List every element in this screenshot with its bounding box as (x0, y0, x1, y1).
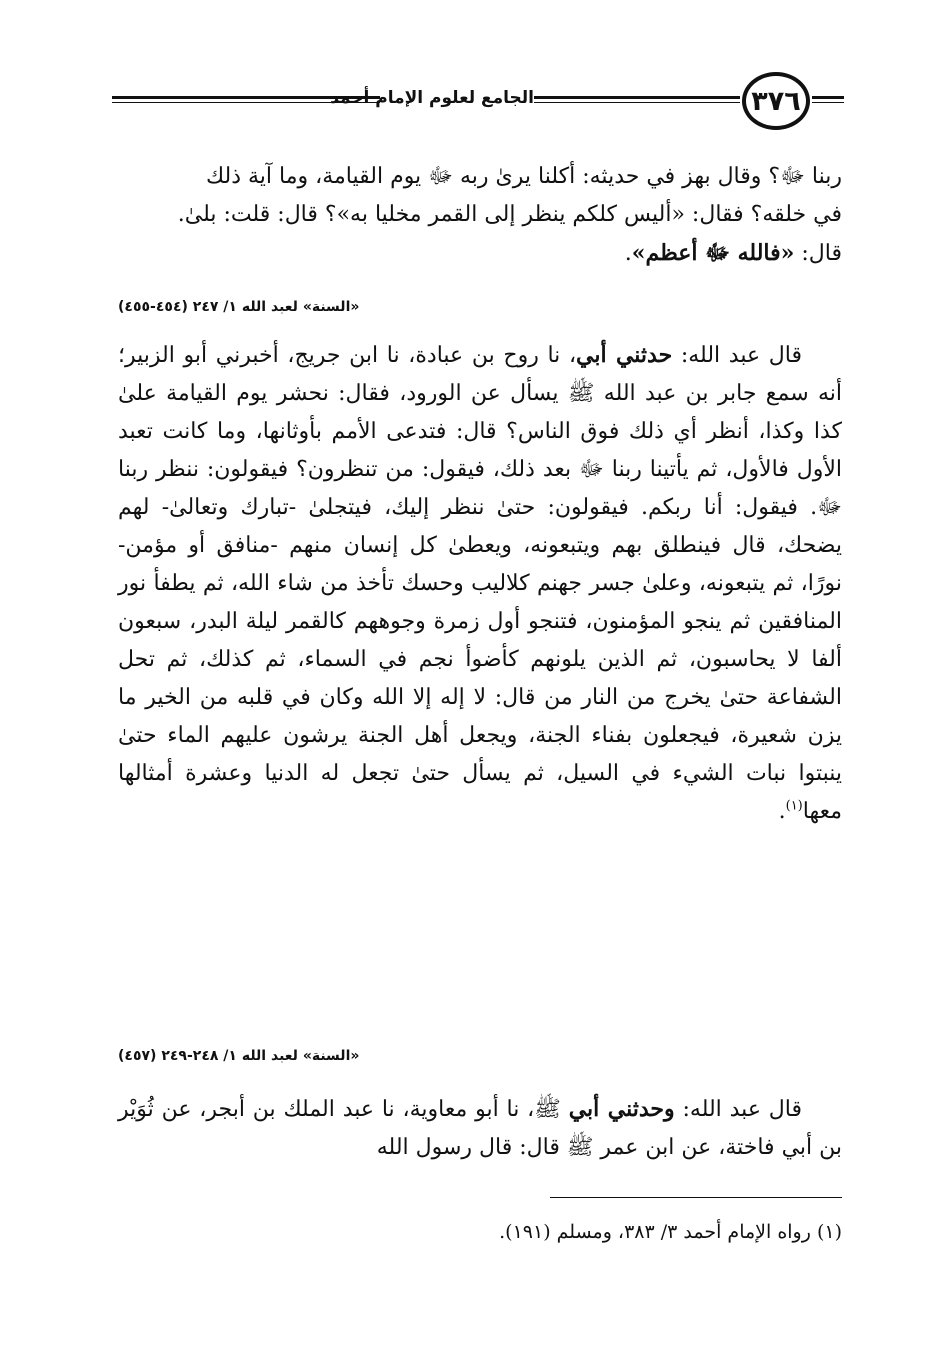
paragraph-2-intro-bold: حدثني أبي (576, 342, 673, 368)
source-citation-2: «السنة» لعبد الله ١/ ٢٤٨-٢٤٩ (٤٥٧) (118, 1048, 360, 1064)
line-3-bold: «فالله ﷻ أعظم» (631, 240, 795, 266)
paragraph-3-text (118, 1090, 842, 1167)
line-3-suffix: . (624, 241, 632, 266)
running-title: الجامع لعلوم الإمام أحمد (330, 88, 534, 108)
paragraph-3-body: ﷺ، نا أبو معاوية، نا عبد الملك بن أبجر، عن ثُوَيْر بن أبي فاختة، عن ابن عمر ﷺ قال: قال رسول الله (118, 1097, 842, 1160)
footnote-separator (550, 1197, 842, 1198)
header-rule-right (812, 96, 844, 103)
paragraph-3-intro: قال عبد الله: (674, 1097, 802, 1122)
source-citation-1: «السنة» لعبد الله ١/ ٢٤٧ (٤٥٤-٤٥٥) (118, 299, 360, 315)
paragraph-3-intro-bold: وحدثني أبي (568, 1096, 675, 1122)
paragraph-2-intro: قال عبد الله: (672, 343, 802, 368)
header-rule-middle (534, 96, 740, 103)
paragraph-2-body: ، نا روح بن عبادة، نا ابن جريج، أخبرني أبو الزبير؛ أنه سمع جابر بن عبد الله ﷺ يسأل عن الورود، فقال: نحشر يوم القيامة علىٰ كذا وكذا، أنظر أي ذلك فوق الناس؟ قال: فتدعى الأمم بأوثانها، وما كانت تعبد الأول فالأول، ثم يأتينا ربنا ﷻ بعد ذلك، فيقول: من تنظرون؟ فيقولون: ننظر ربنا ﷻ. فيقول: أنا ربكم. فيقولون: حتىٰ ننظر إليك، فيتجلىٰ -تبارك وتعالىٰ- لهم يضحك، قال فينطلق بهم ويتبعونه، ويعطىٰ كل إنسان منهم -منافق أو مؤمن- نورًا، ثم يتبعونه، وعلىٰ جسر جهنم كلاليب وحسك تأخذ من شاء الله، ثم يطفأ نور المنافقين ثم ينجو المؤمنون، فتنجو أول زمرة وجوههم كالقمر ليلة البدر، سبعون ألفا لا يحاسبون، ثم الذين يلونهم كأضوأ نجم في السماء، ثم كذلك، ثم تحل الشفاعة حتىٰ يخرج من النار من قال: لا إله إلا الله وكان في قلبه من الخير ما يزن شعيرة، فيجعلون بفناء الجنة، ويجعل أهل الجنة يرشون عليهم الماء حتىٰ ينبتوا نبات الشيء في السيل، ثم يسأل حتىٰ تجعل له الدنيا وعشرة أمثالها معها (118, 343, 842, 824)
paragraph-1 (118, 158, 842, 273)
paragraph-3 (118, 1090, 842, 1167)
paragraph-2-end: . (778, 799, 786, 824)
footnote-1: (١) رواه الإمام أحمد ٣/ ٣٨٣، ومسلم (١٩١). (499, 1221, 842, 1243)
paragraph-2-text (118, 336, 842, 831)
page-header (112, 72, 844, 136)
paragraph-1-line-3 (118, 234, 842, 273)
paragraph-2 (118, 336, 842, 831)
line-3-prefix: قال: (794, 241, 842, 266)
page-number: ٣٧٦ (742, 72, 810, 130)
paragraph-1-line-2: في خلقه؟ فقال: «أليس كلكم ينظر إلى القمر مخليا به»؟ قال: قلت: بلىٰ. (177, 202, 842, 227)
paragraph-1-line-1: ربنا ﷻ؟ وقال بهز في حديثه: أكلنا يرىٰ ربه ﷻ يوم القيامة، وما آية ذلك (205, 164, 842, 189)
footnote-marker[interactable]: (١) (785, 798, 803, 814)
